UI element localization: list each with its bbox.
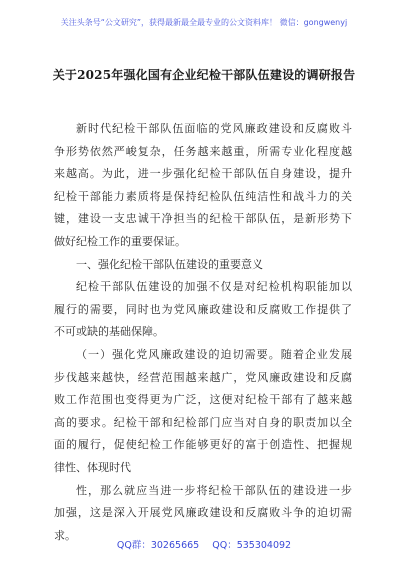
body-line: 败工作范围也变得更为广泛，这便对纪检干部有了越来越 (54, 393, 352, 407)
promo-banner: 关注头条号“公文研究”，获得最新最全最专业的公文资料库！ 微信：gongwenyj (60, 18, 348, 27)
body-line: 新时代纪检干部队伍面临的党风廉政建设和反腐败斗 (76, 122, 352, 135)
body-line: 高的要求。纪检干部和纪检部门应当对自身的职责加以全 (54, 415, 352, 429)
body-line: 加强，这是深入开展党风廉政建设和反腐败斗争的迫切需 (54, 506, 352, 520)
body-line: 履行的需要，同时也为党风廉政建设和反腐败工作提供了 (54, 302, 352, 316)
document-body (54, 118, 352, 547)
document-title: 关于2025年强化国有企业纪检干部队伍建设的调研报告 (52, 68, 356, 82)
body-line: 键，建设一支忠诚干净担当的纪检干部队伍，是新形势下 (54, 212, 352, 226)
body-line: 律性、体现时代 (54, 460, 131, 474)
qq-number: QQ：535304092 (212, 540, 292, 551)
section-heading: 一、强化纪检干部队伍建设的重要意义 (76, 257, 263, 271)
body-line: 纪检干部队伍建设的加强不仅是对纪检机构职能加以 (76, 280, 352, 294)
body-line: 求。 (54, 528, 76, 542)
body-line: 步伐越来越快，经营范围越来越广，党风廉政建设和反腐 (54, 370, 352, 384)
body-line: 不可或缺的基础保障。 (54, 325, 164, 339)
body-line: 做好纪检工作的重要保证。 (54, 234, 186, 248)
subsection-line: （一）强化党风廉政建设的迫切需要。随着企业发展 (76, 347, 352, 361)
contact-footer (0, 537, 408, 551)
qq-group-number: QQ群：30265665 (116, 540, 200, 551)
body-line: 面的履行，促使纪检工作能够更好的富于创造性、把握规 (54, 438, 352, 452)
body-line: 纪检干部能力素质将是保持纪检队伍纯洁性和战斗力的关 (54, 189, 352, 203)
body-line: 性，那么就应当进一步将纪检干部队伍的建设进一步 (76, 483, 352, 497)
body-line: 争形势依然严峻复杂，任务越来越重，所需专业化程度越 (54, 144, 352, 158)
body-line: 来越高。为此，进一步强化纪检干部队伍自身建设，提升 (54, 167, 352, 181)
